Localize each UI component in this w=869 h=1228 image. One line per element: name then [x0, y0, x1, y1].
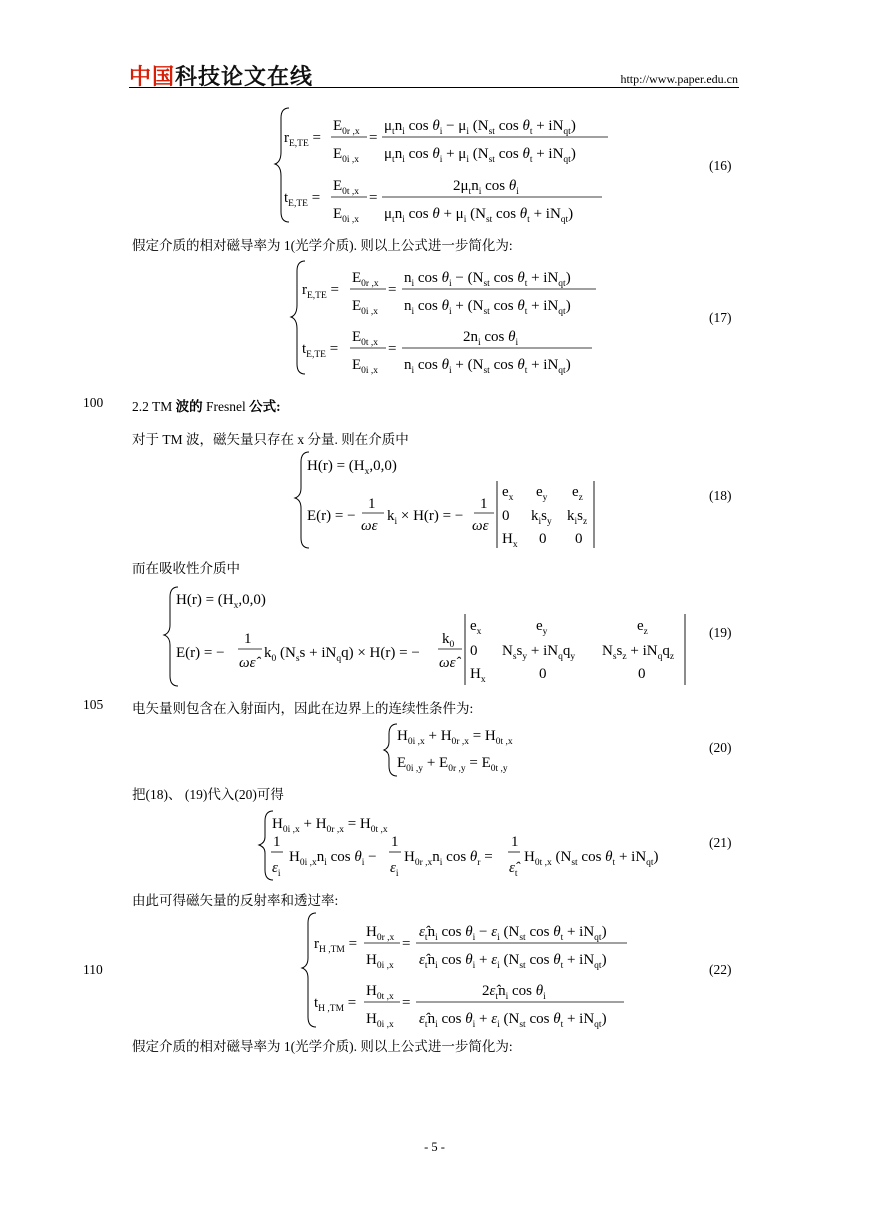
equation-number-16: (16) — [709, 158, 732, 173]
svg-text:2ε̂tni cos θi: $2\varepsilon̂_tn_i$ $\cos \theta_i$ — [482, 983, 546, 1002]
svg-text:1: 1 — [480, 496, 488, 512]
svg-text:H(r) = (Hx,0,0): $H(r) = (H_x,0,0)$ — [176, 592, 266, 611]
svg-text:ε̂tni cos θi − εi (Nst cos θt: $\varepsilon̂_tn_i$ $\cos \theta_i - \varepsilon_i$ ($N_{st}$ $\cos \theta_t + iN_{qt}$) — [419, 924, 607, 943]
page-number: - 5 - — [424, 1140, 445, 1154]
svg-text:0: 0 — [539, 531, 547, 547]
svg-text:2ni cos θi: $2n_i$ $\cos \theta_i$ — [463, 329, 519, 348]
svg-text:=: = — [388, 341, 397, 357]
svg-text:E(r) = −: E(r) = − — [307, 508, 356, 524]
header-url[interactable]: http://www.paper.edu.cn — [620, 72, 738, 86]
svg-text:E0r ,x: $E_{0r ,x}$ — [352, 270, 379, 289]
section-word: Fresnel — [206, 399, 250, 414]
svg-text:H0t ,x (Nst cos θt + iNqt): $H_{0t ,x}$ ($N_{st}$ $\cos \theta_t + iN_{qt}$) — [524, 849, 659, 868]
paragraph-absorbing: 而在吸收性介质中 — [132, 561, 240, 576]
equation-17 — [291, 261, 596, 376]
svg-text:μtni cos θ + μi (Nst cos θt +: $\mu_tn_i$ $\cos \theta + \mu_i$ ($N_{st}$ $\cos \theta_t + iN_{qt}$) — [384, 206, 574, 225]
svg-text:2μtni cos θi: $2\mu_tn_i$ $\cos \theta_i$ — [453, 178, 519, 197]
svg-text:=: = — [402, 995, 411, 1011]
svg-text:εi: $\varepsilon_i$ — [272, 860, 281, 879]
svg-text:k0 (Nss + iNqq) × H(r) = −: $k_0$ $(N_ss + iN_qq) \times H(r)$ = − — [264, 645, 420, 664]
equation-20 — [384, 724, 513, 776]
svg-text:Nssy + iNqqy: $N_ss_y + iN_qq_y$ — [502, 643, 576, 662]
svg-text:1: 1 — [244, 631, 252, 647]
svg-text:1: 1 — [273, 834, 281, 850]
svg-text:ey: $e_y$ — [536, 484, 548, 503]
equation-18 — [295, 452, 594, 550]
svg-text:0: 0 — [638, 666, 646, 682]
line-number-105: 105 — [83, 697, 104, 712]
equation-number-22: (22) — [709, 962, 732, 977]
paragraph-magnetic: 由此可得磁矢量的反射率和透过率: — [132, 893, 339, 908]
svg-text:H0i ,x: $H_{0i ,x}$ — [366, 952, 394, 971]
svg-text:E0i ,x: $E_{0i ,x}$ — [333, 146, 360, 165]
svg-text:E0i ,y + E0r ,y = E0t ,y: $E_{0i ,y} + E_{0r ,y} = E_{0t ,y}$ — [397, 755, 508, 774]
logo-red-text: 中国 — [129, 65, 176, 90]
svg-text:H0i ,xni cos θi −: $H_{0i ,x}n_i$ $\cos \theta_i$ − — [289, 849, 377, 868]
svg-text:ωε: ωε — [361, 518, 378, 534]
svg-text:H0i ,x + H0r ,x = H0t ,x: $H_{0i ,x} + H_{0r ,x} = H_{0t ,x}$ — [397, 728, 513, 747]
svg-text:1: 1 — [511, 834, 519, 850]
svg-text:H0r ,x: $H_{0r ,x}$ — [366, 924, 395, 943]
svg-text:Hx: $H_x$ — [502, 531, 518, 550]
section-tail: 公式: — [249, 399, 281, 414]
svg-text:E0t ,x: $E_{0t ,x}$ — [352, 329, 379, 348]
svg-text:0: 0 — [502, 508, 510, 524]
svg-text:=: = — [369, 190, 378, 206]
svg-text:ε̂tni cos θi + εi (Nst cos θt: $\varepsilon̂_tn_i$ $\cos \theta_i + \varepsilon_i$ ($N_{st}$ $\cos \theta_t + iN_{qt}$) — [419, 1011, 607, 1030]
svg-text:0: 0 — [539, 666, 547, 682]
svg-text:E(r) = −: E(r) = − — [176, 645, 225, 661]
svg-text:rE,TE =: $r_{E,TE}$ = — [284, 130, 322, 149]
equation-19 — [164, 587, 685, 686]
svg-text:ez: $e_z$ — [637, 618, 648, 637]
svg-text:ki × H(r) = −: $k_i \times H(r)$ = − — [387, 508, 464, 527]
svg-text:ex: $e_x$ — [470, 618, 482, 637]
svg-text:1: 1 — [368, 496, 376, 512]
equation-number-17: (17) — [709, 310, 732, 325]
svg-text:E0i ,x: $E_{0i ,x}$ — [333, 206, 360, 225]
line-number-100: 100 — [83, 395, 104, 410]
svg-text:μtni cos θi − μi (Nst cos θt +: $\mu_tn_i$ $\cos \theta_i - \mu_i$ ($N_{st}$ $\cos \theta_t + iN_{qt}$) — [384, 118, 576, 137]
svg-text:=: = — [369, 130, 378, 146]
equation-number-19: (19) — [709, 625, 732, 640]
svg-text:kisz: $k_is_z$ — [567, 508, 588, 527]
logo-black-text: 科技论文在线 — [175, 65, 314, 90]
svg-text:k0: $k_0$ — [442, 631, 455, 650]
svg-text:rH ,TM =: $r_{H ,TM}$ = — [314, 936, 358, 955]
svg-text:Nssz + iNqqz: $N_ss_z + iN_qq_z$ — [602, 643, 675, 662]
line-number-110: 110 — [83, 962, 103, 977]
equation-16 — [275, 108, 608, 225]
paragraph-continuity: 电矢量则包含在入射面内，因此在边界上的连续性条件为: — [132, 701, 474, 716]
svg-text:H(r) = (Hx,0,0): $H(r) = (H_x,0,0)$ — [307, 458, 397, 477]
paragraph-tm-intro: 对于 TM 波，磁矢量只存在 x 分量. 则在介质中 — [132, 432, 409, 447]
equation-number-18: (18) — [709, 488, 732, 503]
paragraph-substitute: 把(18)、 (19)代入(20)可得 — [132, 787, 284, 802]
equation-number-21: (21) — [709, 835, 732, 850]
svg-text:H0r ,xni cos θr =: $H_{0r ,x}n_i$ $\cos \theta_r$ = — [404, 849, 493, 868]
equation-22 — [302, 913, 627, 1030]
svg-text:ex: $e_x$ — [502, 484, 514, 503]
svg-text:H0i ,x + H0r ,x = H0t ,x: $H_{0i ,x} + H_{0r ,x} = H_{0t ,x}$ — [272, 816, 388, 835]
svg-text:ni cos θi + (Nst cos θt + iNqt: $n_i$ $\cos \theta_i + (N_{st}$ $\cos \theta_t + iN_{qt}$) — [404, 298, 571, 317]
paragraph-simplify-2: 假定介质的相对磁导率为 1(光学介质). 则以上公式进一步简化为: — [132, 1039, 513, 1054]
section-bold: 波的 — [175, 399, 207, 414]
svg-text:E0r ,x: $E_{0r ,x}$ — [333, 118, 360, 137]
svg-text:0: 0 — [575, 531, 583, 547]
svg-text:ε̂t: $\varepsilon̂_t$ — [509, 860, 518, 879]
equation-number-20: (20) — [709, 740, 732, 755]
svg-text:ni cos θi + (Nst cos θt + iNqt: $n_i$ $\cos \theta_i + (N_{st}$ $\cos \theta_t + iN_{qt}$) — [404, 357, 571, 376]
svg-text:E0i ,x: $E_{0i ,x}$ — [352, 298, 379, 317]
svg-text:0: 0 — [470, 643, 478, 659]
svg-text:εi: $\varepsilon_i$ — [390, 860, 399, 879]
svg-text:1: 1 — [391, 834, 399, 850]
svg-text:ey: $e_y$ — [536, 618, 548, 637]
section-num: 2.2 TM — [132, 399, 176, 414]
svg-text:tE,TE =: $t_{E,TE}$ = — [302, 341, 339, 360]
svg-text:ωε: ωε — [472, 518, 489, 534]
svg-text:=: = — [402, 936, 411, 952]
svg-text:=: = — [388, 282, 397, 298]
svg-text:rE,TE =: $r_{E,TE}$ = — [302, 282, 340, 301]
svg-text:ωε̂: ωε̂ — [239, 655, 256, 671]
svg-text:Hx: $H_x$ — [470, 666, 486, 685]
svg-text:tE,TE =: $t_{E,TE}$ = — [284, 190, 321, 209]
svg-text:kisy: $k_is_y$ — [531, 508, 552, 527]
svg-text:ωε̂: ωε̂ — [439, 655, 456, 671]
svg-text:E0i ,x: $E_{0i ,x}$ — [352, 357, 379, 376]
svg-text:μtni cos θi + μi (Nst cos θt +: $\mu_tn_i$ $\cos \theta_i + \mu_i$ ($N_{st}$ $\cos \theta_t + iN_{qt}$) — [384, 146, 576, 165]
svg-text:ez: $e_z$ — [572, 484, 583, 503]
svg-text:tH ,TM =: $t_{H ,TM}$ = — [314, 995, 357, 1014]
svg-text:ni cos θi − (Nst cos θt + iNqt: $n_i$ $\cos \theta_i - (N_{st}$ $\cos \theta_t + iN_{qt}$) — [404, 270, 571, 289]
svg-text:H0t ,x: $H_{0t ,x}$ — [366, 983, 394, 1002]
svg-text:ε̂tni cos θi + εi (Nst cos θt: $\varepsilon̂_tn_i$ $\cos \theta_i + \varepsilon_i$ ($N_{st}$ $\cos \theta_t + iN_{qt}$) — [419, 952, 607, 971]
svg-text:H0i ,x: $H_{0i ,x}$ — [366, 1011, 394, 1030]
svg-text:E0t ,x: $E_{0t ,x}$ — [333, 178, 360, 197]
paragraph-simplify-1: 假定介质的相对磁导率为 1(光学介质). 则以上公式进一步简化为: — [132, 238, 513, 253]
equation-21 — [259, 811, 659, 880]
